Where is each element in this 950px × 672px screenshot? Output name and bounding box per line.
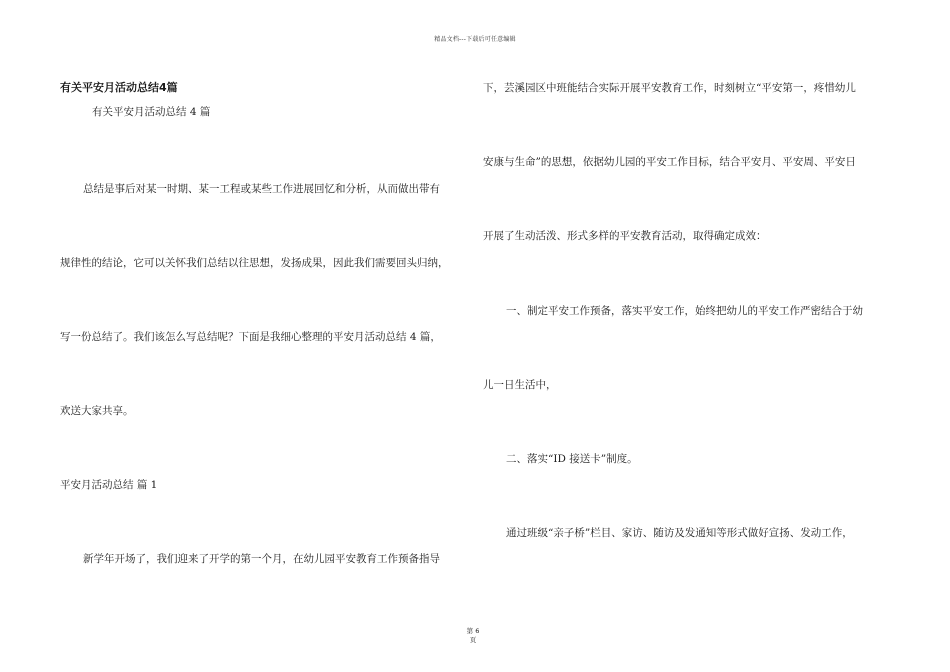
page-number: [458, 627, 488, 645]
page-number-line1: 第 6: [466, 627, 480, 635]
paragraph-line: 一、制定平安工作预备，落实平安工作，始终把幼儿的平安工作严密结合于幼: [506, 305, 863, 317]
paragraph-line: 下，芸溪园区中班能结合实际开展平安教育工作，时刻树立“平安第一，疼惜幼儿: [483, 82, 856, 94]
document-title: 有关平安月活动总结4篇: [60, 81, 178, 94]
document-subtitle: 有关平安月活动总结 4 篇: [92, 106, 211, 118]
paragraph-line: 规律性的结论，它可以关怀我们总结以往思想，发扬成果，因此我们需要回头归纳，: [60, 257, 449, 269]
section-heading: 平安月活动总结 篇 1: [60, 479, 158, 491]
paragraph-line: 总结是事后对某一时期、某一工程或某些工作进展回忆和分析，从而做出带有: [83, 183, 440, 195]
paragraph-line: 安康与生命”的思想，依据幼儿园的平安工作目标，结合平安月、平安周、平安日: [483, 156, 856, 168]
paragraph-line: 开展了生动活泼、形式多样的平安教育活动，取得确定成效：: [483, 230, 767, 242]
paragraph-line: 欢送大家共享。: [60, 405, 134, 417]
paragraph-line: 儿一日生活中，: [483, 379, 557, 391]
paragraph-line: 通过班级“亲子桥”栏目、家访、随访及发通知等形式做好宣扬、发动工作，: [506, 527, 853, 539]
paragraph-line: 写一份总结了。我们该怎么写总结呢？下面是我细心整理的平安月活动总结 4 篇，: [60, 331, 441, 343]
paragraph-line: 二、落实“ID 接送卡”制度。: [506, 453, 638, 465]
page-number-line2: 页: [469, 636, 477, 644]
paragraph-line: 新学年开场了，我们迎来了开学的第一个月，在幼儿园平安教育工作预备指导: [83, 553, 440, 565]
header-note: 精品文档---下载后可任意编辑: [434, 36, 516, 43]
